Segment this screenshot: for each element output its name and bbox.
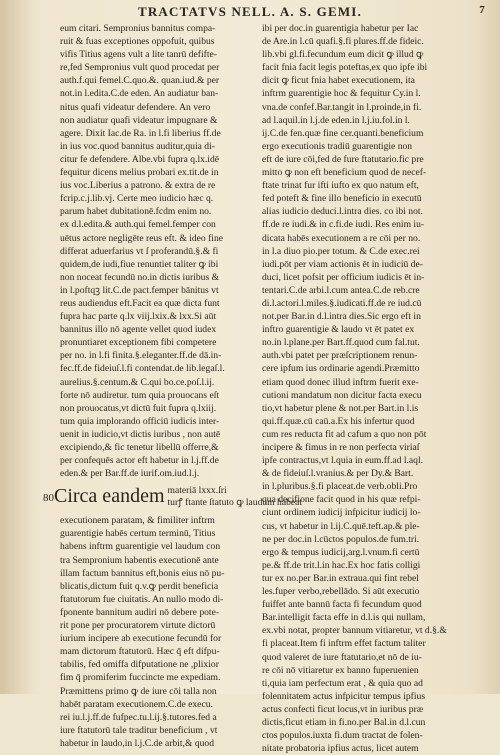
text-line: facit fnia facit legis poteftas,ex quo ipfe ibi [262, 62, 428, 74]
text-line: ex d.l.edita.& auth.qui femel.femper con [60, 219, 216, 231]
text-line: iure ftatutorū tale traditur beneficium , vt [60, 724, 218, 736]
right-column [262, 22, 494, 755]
text-line: actus confecti ficut locus,vt in iuribus præ [262, 703, 424, 715]
text-line: iudi.pōt per viam actionis ēt in iudiciū de- [262, 258, 423, 270]
text-line: pronuntiaret exceptionem fibi competere [60, 337, 217, 349]
text-line: re cōi nō vitiaretur ex banno fuperuenien [262, 664, 419, 676]
text-line: nitate probatoria ipfius actus, licet autem [262, 743, 419, 755]
section-heading-block [43, 484, 303, 514]
text-line: fed poteft & fine illo beneficio in executū [262, 193, 422, 205]
text-line: uētus actore negligēte reus eft. & ideo fine [60, 232, 224, 244]
text-line: ij.C.de fen.quæ fine cer.quanti.beneficium [262, 127, 424, 139]
text-line: in l.poftqꝫ lit.C.de pact.femper bānitus vt [60, 284, 219, 296]
gutter-shadow [0, 0, 40, 694]
text-line: differat aduerfarius vt ſ proferandū.§.& fi [60, 245, 219, 257]
text-line: habetur in laudo,in l.j.C.de arbit,& quod [60, 737, 215, 749]
header-title: TRACTATVS NELL. A. S. GEMI. [137, 4, 363, 19]
text-line: alias iudicio deduci.l.intra dies. co ibi not. [262, 206, 423, 218]
text-line: non noceat fecundū no.in dictis iuribus & [60, 271, 220, 283]
text-line: qui.ff.quæ.cū caū.a.Ex his infertur quod [262, 415, 415, 427]
text-line: ruit & fuas exceptiones oppofuit, quibus [60, 36, 215, 48]
text-line: dicata habēs executionem a re cōi per no. [262, 232, 421, 244]
text-line: cum res reducta fit ad cafum a quo non pōt [262, 428, 427, 440]
text-line: cere ipfum ius ordinarie agendi.Præmitto [262, 363, 420, 375]
text-line: in l.pluribus.§.fi placeat.de verb.obli.Pro [262, 481, 418, 493]
text-line: in l.a diuo pio.per totum. & C.de exec.rei [262, 245, 420, 257]
text-line: dictis,ficut etiam in fi.no.per Bal.in d.l.cun [262, 716, 426, 728]
text-line: forte nō audiretur. tum quia prouocans eſt [60, 389, 220, 401]
text-line: per confequēs actor eft habetur in l.j.ff.de [60, 455, 219, 467]
text-line: in ius voc.quod bannitus auditur,quia di- [60, 140, 215, 152]
text-line: illam factum bannitus eft,bonis eius nō pu- [60, 567, 225, 579]
text-line: eft de iure cōi,fed de fure ftatutario.fic pre [262, 153, 424, 165]
text-line: ti,quia iam perfectum erat , & quia quo ad [262, 677, 423, 689]
text-line: inftro guarentigie & laudo vt ēt patet ex [262, 324, 415, 336]
text-line: ex.vbi notat, propter bannum vitiaretur, vt d.§.& [262, 625, 447, 637]
section-heading-tail-1: materiā lxxx.ſri [167, 485, 227, 497]
text-line: not.per Bar.in d.l.intra dies.Sic ergo eft in [262, 311, 421, 323]
text-line: non prouocatus,vt dictū fuit fupra q.lxiij. [60, 402, 217, 414]
text-line: incipere & fimus in re non perfecta viriaſ [262, 442, 420, 453]
text-line: ergo executionis tradiū guarentigie non [262, 140, 413, 152]
text-line: vifis Titius agens vult a lite tanrū defifte- [60, 49, 217, 61]
left-column-top-text [60, 22, 256, 480]
text-line: auth.f.qui femel.C.quo.&. quan.iud.& per [60, 75, 220, 87]
left-column [43, 22, 303, 750]
text-line: rit pone per procuratorem virtute dictorū [60, 620, 216, 632]
text-line: lib.vbi gl.fi.fecundum eum dicit ꝙ illud ꝙ [262, 49, 424, 61]
text-line: nitus quafi videatur defendere. An vero [60, 101, 211, 113]
text-line: tentari.C.de arbi.l.cum antea.C.de reb.cre [262, 284, 420, 296]
text-line: mitto ꝙ non eft beneficium quod de necef- [262, 167, 427, 179]
text-line: fequitur dicens melius probari ex.tit.de in [60, 167, 219, 179]
text-line: excipiendo,& fic tenetur libellū offerre,& [60, 442, 219, 453]
text-line: tabilis, fed omiffa difputatione ne ,plixior [60, 659, 219, 671]
text-line: ipfe contractus,vt l.quia in eum.ff.ad l.aql. [262, 455, 424, 467]
text-line: ergo & tempus iudicij,arg.l.vnum.fi certū [262, 546, 420, 558]
text-line: ftatutorum fue ciuitatis. An nullo modo di- [60, 593, 224, 605]
text-line: Bar.intelligit facta effe in d.l.is qui nullam, [262, 612, 426, 624]
text-line: ius voc.Liberius a patrono. & extra de re [60, 180, 216, 192]
text-line: ad l.aquil.in l.j.de eden.in l.j.iu.fol.in l. [262, 114, 410, 126]
text-line: tio,vt habetur plene & not.per Bart.in l.is [262, 402, 419, 414]
text-line: ibi per doc.in guarentigia habetur per Iac [262, 23, 419, 34]
text-line: executionem paratam, & fimiliter inftrm [60, 515, 215, 527]
text-line: di.l.actori.l.miles.§.iudicati.ff.de re iud.cū [262, 297, 422, 309]
text-line: mam dictorum ftatutorū. Hæc q̄ eft difpu- [60, 646, 220, 658]
text-line: les.fuper verbo,rebellādo. Si aūt executio [262, 586, 420, 598]
text-line: guarentigie habēs certum terminū, Titius [60, 528, 216, 540]
text-line: rei iu.l.j.ff.de fufpec.tu.l.ij.§.tutores.fed a [60, 711, 217, 723]
text-line: citur fe defendere. Albe.vbi fupra q.lx.idē [60, 153, 220, 165]
text-line: bannitus illo nō agente vellet quod iudex [60, 324, 217, 336]
text-line: pe.& ff.de trit.l.in hac.Ex hoc fatis colligi [262, 559, 421, 571]
text-line: parum habet dubitationē.fcdm enim no. [60, 206, 212, 218]
text-line: vna.de confef.Bar.tangit in l.proinde,in fi. [262, 101, 422, 113]
text-line: etiam quod donec illud inftrm fuerit exe- [262, 376, 419, 388]
text-line: re,fed Sempronius vult quod procedat per [60, 62, 220, 74]
text-line: no.in l.plane.per Bart.ff.quod cum fal.tut. [262, 337, 420, 349]
text-line: folennitatem actus infpicitur tempus ipfius [262, 690, 426, 702]
text-line: fupra hac parte q.lx viij.lxix.& lxx.Si aūt [60, 311, 217, 323]
text-line: agere. Dixit Iac.de Ra. in l.fi liberius ff.de [60, 127, 221, 139]
section-heading-tail-2: turꝭ ftante ſtatuto ꝙ laudum habeat [167, 497, 303, 509]
text-line: tra Sempronium habentis executionē ante [60, 554, 219, 566]
text-line: not.in l.edita.C.de eden. An audiatur ban- [60, 88, 219, 100]
text-line: ne per doc.in l.cūctos populos.de fum.tri. [262, 533, 420, 545]
text-line: duci, licet pofsit per officium iudicis ēt in- [262, 271, 425, 283]
text-line: habēt paratam executionem.C.de execu. [60, 698, 213, 710]
text-line: cus, vt habetur in l.ij.C.quē.teft.ap.& ple- [262, 520, 420, 532]
section-number: 80 [43, 492, 54, 505]
text-line: ftate trinat fur ifti iufto ex quo natum eft, [262, 180, 419, 192]
text-line: & de fideiuſ.l.vranius.& per Dy.& Bart. [262, 468, 414, 480]
text-line: auth.vbi patet per præſcriptionem renun- [262, 350, 418, 362]
text-line: uenit in iudicio,vt dictis iuribus , non autē [60, 428, 221, 440]
text-line: fec.ff.de fideiuſ.l.fi contendat.de lib.legaſ.l. [60, 363, 225, 375]
text-line: non audiatur quafi videatur impugnare & [60, 114, 218, 126]
text-line: fim q̄ promiferim fuccincte me expediam. [60, 672, 221, 684]
text-line: ff.de re iudi.& in c.fi.de iudi. Res enim iu- [262, 219, 425, 231]
text-line: tur ex no.per Bar.in extraua.qui fint rebel [262, 572, 419, 584]
section-heading: Circa eandem [54, 485, 165, 508]
right-column-text [262, 22, 494, 755]
text-line: cutioni mandatum non dicitur facta execu [262, 389, 422, 401]
text-line: iurium incipere ab executione fecundū for [60, 633, 222, 645]
text-line: blicatis,dictum fuit q.v.ꝙ perdit beneficia [60, 580, 219, 592]
text-line: reus audiendus eft.Facit ea quæ dicta funt [60, 297, 220, 309]
text-line: aurelius.§.centum.& C.qui bo.ce.poſ.l.ij. [60, 376, 215, 388]
text-line: fcrip.c.j.lib.vj. Certe meo iudicio hæc q. [60, 193, 214, 205]
text-line: quidem,de iudi,fiue renuntiet taliter ꝙ ibi [60, 258, 219, 270]
text-line: de Are.in l.cū quafi.§.fi plures.ff.de fideic. [262, 36, 424, 48]
text-line: quod valeret de iure ftatutario,et nō de iu- [262, 651, 422, 663]
text-line: eum citari. Sempronius bannitus compa- [60, 23, 216, 34]
text-line: per no. in l.fi finita.§.eleganter.ff.de dā.in- [60, 350, 222, 362]
text-line: tum quia implorando officiū iudicis inter- [60, 415, 220, 427]
text-line: eden.& per Bar.ff.de iurif.om.iud.l.j. [60, 468, 200, 480]
text-line: inftrm guarentigie hoc & fequitur Cy.in l. [262, 88, 421, 100]
text-line: fuiffet ante bannū facta fi fecundum quod [262, 599, 422, 611]
text-line: ctos populos.iuxta fi.dum tractat de folen- [262, 730, 423, 742]
text-line: fi placeat.Item fi inftrm effet factum taliter [262, 638, 426, 650]
text-line: dicit ꝙ ficut fnia habet executionem, ita [262, 75, 415, 87]
page-number: 7 [479, 4, 486, 16]
left-column-bottom-text [60, 514, 256, 750]
text-line: ciunt ordinem iudicij infpicitur iudicij lo- [262, 507, 421, 519]
text-line: Præmittens primo ꝙ de iure cōi talla non [60, 685, 217, 697]
text-line: qua decifione facit quod in his quæ refpi- [262, 494, 421, 506]
running-header [0, 4, 500, 20]
text-line: fponente bannitum audiri nō debere pote- [60, 606, 220, 618]
text-line: habens inftrm guarentigie vel laudum con [60, 541, 221, 553]
